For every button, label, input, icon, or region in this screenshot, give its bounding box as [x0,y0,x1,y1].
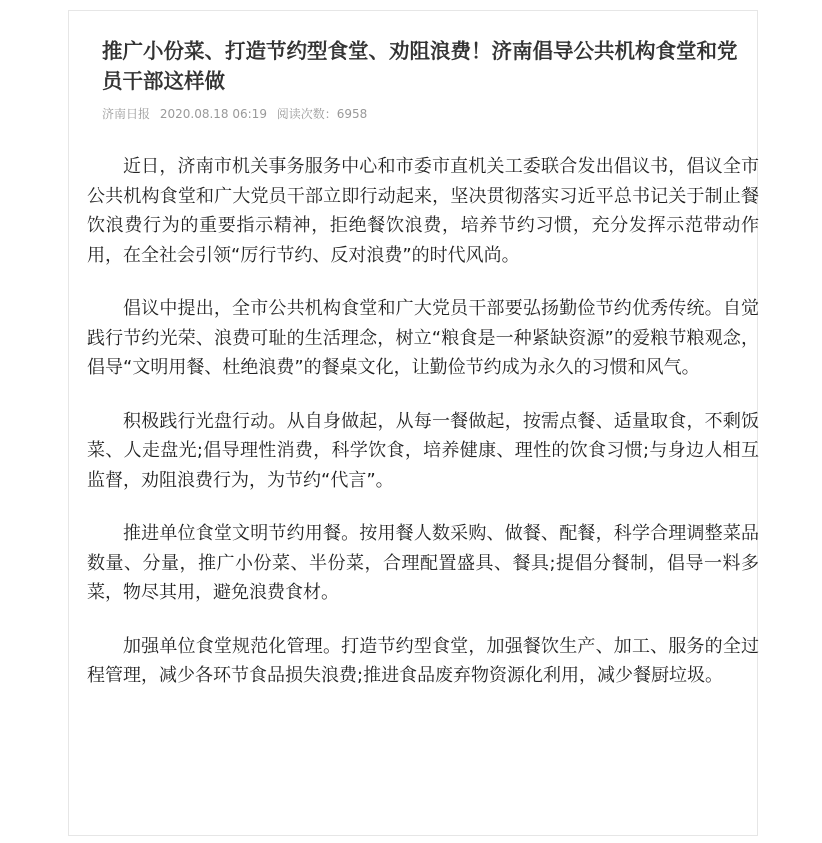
article-paragraph: 积极践行光盘行动。从自身做起，从每一餐做起，按需点餐、适量取食，不剩饭菜、人走盘光;倡导理性消费，科学饮食，培养健康、理性的饮食习惯;与身边人相互监督，劝阻浪费行为，为节约“代言”。 [87,410,759,491]
article-datetime: 2020.08.18 06:19 [159,107,267,121]
article-source: 济南日报 [102,107,151,121]
article-body [87,152,759,715]
article-paragraph: 倡议中提出，全市公共机构食堂和广大党员干部要弘扬勤俭节约优秀传统。自觉践行节约光荣、浪费可耻的生活理念，树立“粮食是一种紧缺资源”的爱粮节粮观念，倡导“文明用餐、杜绝浪费”的餐桌文化，让勤俭节约成为永久的习惯和风气。 [87,298,759,378]
article-meta [102,106,373,122]
article-paragraph: 推进单位食堂文明节约用餐。按用餐人数采购、做餐、配餐，科学合理调整菜品数量、分量，推广小份菜、半份菜，合理配置盛具、餐具;提倡分餐制，倡导一料多菜，物尽其用，避免浪费食材。 [87,523,759,603]
article-title: 推广小份菜、打造节约型食堂、劝阻浪费！济南倡导公共机构食堂和党员干部这样做 [102,39,738,93]
article-read-count: 阅读次数：6958 [276,107,368,121]
article-paragraph: 加强单位食堂规范化管理。打造节约型食堂，加强餐饮生产、加工、服务的全过程管理，减少各环节食品损失浪费;推进食品废弃物资源化利用，减少餐厨垃圾。 [87,635,759,686]
article-paragraph: 近日，济南市机关事务服务中心和市委市直机关工委联合发出倡议书，倡议全市公共机构食堂和广大党员干部立即行动起来，坚决贯彻落实习近平总书记关于制止餐饮浪费行为的重要指示精神，拒绝餐饮浪费，培养节约习惯，充分发挥示范带动作用，在全社会引领“厉行节约、反对浪费”的时代风尚。 [87,156,759,266]
